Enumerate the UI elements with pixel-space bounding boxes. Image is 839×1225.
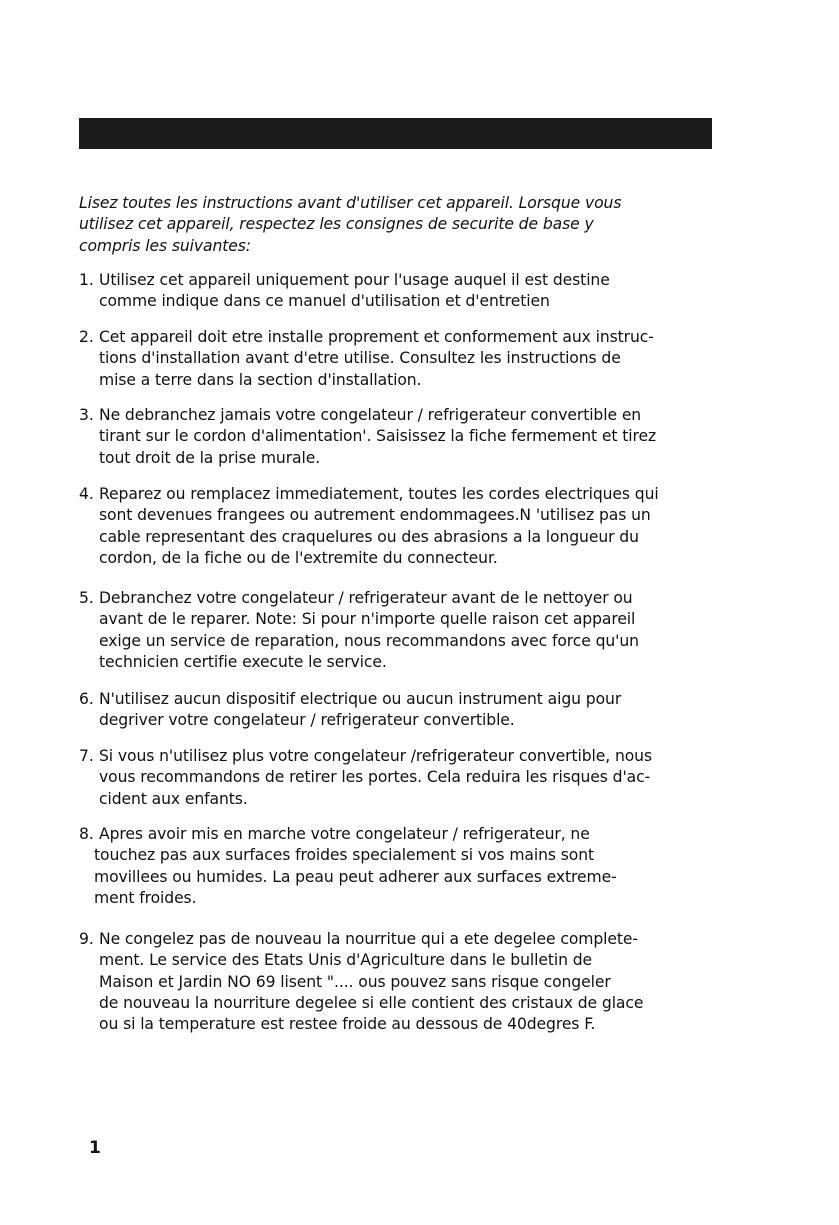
item-line: Reparez ou remplacez immediatement, toutes les cordes electriques qui — [99, 485, 659, 503]
instruction-item-3 — [79, 405, 719, 469]
item-number: 7. — [79, 747, 94, 765]
intro-paragraph — [79, 193, 659, 257]
instruction-item-6 — [79, 689, 719, 732]
item-number: 4. — [79, 485, 94, 503]
item-line: sont devenues frangees ou autrement endommagees.N 'utilisez pas un — [99, 506, 651, 525]
item-line: exige un service de reparation, nous recommandons avec force qu'un — [99, 631, 639, 650]
item-line: avant de le reparer. Note: Si pour n'importe quelle raison cet appareil — [99, 610, 636, 629]
item-number: 3. — [79, 406, 94, 424]
item-line: Maison et Jardin NO 69 lisent ".... ous pouvez sans risque congeler — [99, 972, 611, 991]
item-line: Si vous n'utilisez plus votre congelateur /refrigerateur convertible, nous — [99, 747, 652, 765]
item-line: tirant sur le cordon d'alimentation'. Saisissez la fiche fermement et tirez — [99, 427, 657, 446]
item-line: Ne debranchez jamais votre congelateur / refrigerateur convertible en — [99, 406, 642, 424]
instruction-item-2 — [79, 327, 719, 391]
item-number: 8. — [79, 825, 94, 843]
item-line: Ne congelez pas de nouveau la nourritue qui a ete degelee complete- — [99, 930, 638, 948]
item-line: Debranchez votre congelateur / refrigerateur avant de le nettoyer ou — [99, 589, 633, 607]
item-line: Utilisez cet appareil uniquement pour l'usage auquel il est destine — [99, 271, 610, 289]
instruction-item-9 — [79, 929, 719, 1035]
item-line: cable representant des craquelures ou des abrasions a la longueur du — [99, 527, 639, 546]
instruction-item-8 — [79, 824, 719, 909]
item-line: de nouveau la nourriture degelee si elle contient des cristaux de glace — [99, 993, 644, 1012]
intro-line: utilisez cet appareil, respectez les consignes de securite de base y — [79, 215, 594, 234]
item-line: Apres avoir mis en marche votre congelateur / refrigerateur, ne — [99, 825, 590, 843]
header-bar — [79, 118, 712, 149]
item-line: comme indique dans ce manuel d'utilisation et d'entretien — [99, 292, 550, 311]
instruction-item-7 — [79, 746, 719, 810]
item-number: 5. — [79, 589, 94, 607]
item-number: 2. — [79, 328, 94, 346]
item-line: ment. Le service des Etats Unis d'Agriculture dans le bulletin de — [99, 951, 592, 970]
instruction-item-1 — [79, 270, 719, 313]
item-line: tout droit de la prise murale. — [99, 448, 321, 467]
item-line: N'utilisez aucun dispositif electrique ou aucun instrument aigu pour — [99, 690, 622, 708]
instruction-item-4 — [79, 484, 719, 569]
intro-line: Lisez toutes les instructions avant d'utiliser cet appareil. Lorsque vous — [79, 194, 622, 212]
item-line: movillees ou humides. La peau peut adherer aux surfaces extreme- — [94, 867, 617, 886]
item-line: vous recommandons de retirer les portes. Cela reduira les risques d'ac- — [99, 768, 651, 787]
page-number: 1 — [89, 1138, 101, 1158]
item-line: degriver votre congelateur / refrigerateur convertible. — [99, 711, 515, 730]
item-number: 6. — [79, 690, 94, 708]
item-line: ment froides. — [94, 888, 197, 907]
item-line: Cet appareil doit etre installe proprement et conformement aux instruc- — [99, 328, 654, 346]
item-number: 9. — [79, 930, 94, 948]
item-line: cordon, de la fiche ou de l'extremite du connecteur. — [99, 548, 498, 567]
instruction-item-5 — [79, 588, 719, 673]
item-number: 1. — [79, 271, 94, 289]
item-line: technicien certifie execute le service. — [99, 652, 387, 671]
item-line: mise a terre dans la section d'installation. — [99, 370, 422, 389]
intro-line: compris les suivantes: — [79, 236, 251, 255]
item-line: tions d'installation avant d'etre utilise. Consultez les instructions de — [99, 349, 621, 368]
item-line: cident aux enfants. — [99, 789, 248, 808]
item-line: touchez pas aux surfaces froides specialement si vos mains sont — [94, 846, 595, 865]
item-line: ou si la temperature est restee froide au dessous de 40degres F. — [99, 1015, 596, 1034]
